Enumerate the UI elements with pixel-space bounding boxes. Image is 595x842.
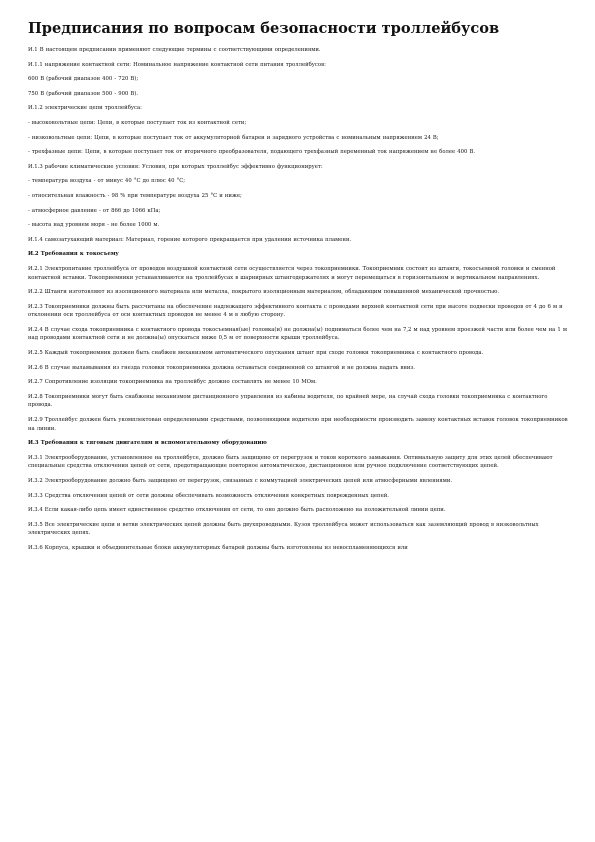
paragraph: И.2.8 Токоприемники могут быть снабжены механизмом дистанционного управления из кабины водителя, по крайней мере, на случай схода головки токоприемника с контактного провода.: [28, 393, 548, 409]
paragraph: И.2.9 Троллейбус должен быть укомплектован определенными средствами, позволяющими водителю при необходимости производить замену контактных вставок головок токоприемников на линии.: [28, 417, 568, 432]
paragraph: И.2.3 Токоприемники должны быть рассчитаны на обеспечение надлежащего эффективного контакта с проводами верхней контактной сети при высоте подвески проводов от 4 до 6 м и отклонении оси троллейбуса от оси контактных проводов не менее 4 м в любую сторону.: [28, 303, 563, 319]
paragraph: И.3.5 Все электрические цепи и ветви электрических цепей должны быть двухпроводными. Кузов троллейбуса может использоваться как заземляющий провод в низковольтных электрических цепях.: [28, 521, 539, 537]
paragraph: - высоковольтные цепи: Цепи, в которые поступает ток из контактной сети;: [28, 119, 247, 126]
paragraph: - относительная влажность - 98 % при температуре воздуха 25 °С и ниже;: [28, 192, 242, 199]
section-heading: И.3 Требования к тяговым двигателям и вспомогательному оборудованию: [28, 440, 267, 447]
paragraph: И.2.1 Электропитание троллейбуса от проводов воздушной контактной сети осуществляется через токоприемники. Токоприемник состоит из штанги, токосъемной головки и сменной контактной вставки. Токоприемники устанавливаются на троллейбусах в шарнирных штангодержателях и могут перемещаться в горизонтальном и вертикальном направлениях.: [28, 265, 556, 281]
paragraph: И.2.2 Штанги изготовляют из изоляционного материала или металла, покрытого изоляционным материалом, обладающим повышенной механической прочностью.: [28, 289, 500, 296]
paragraph: И.2.6 В случае выламывания из гнезда головки токоприемника должна оставаться соединенной со штангой и не должна падать вниз.: [28, 364, 415, 371]
paragraph: И.1 В настоящем предписании применяют следующие термины с соответствующими определениями.: [28, 47, 321, 53]
paragraph: - высота над уровнем моря - не более 1000 м.: [28, 222, 160, 229]
paragraph: 750 В (рабочий диапазон 500 - 900 В).: [28, 90, 139, 97]
paragraph: И.2.4 В случае схода токоприемника с контактного провода токосъемная(ые) головка(и) не должна(ы) подниматься более чем на 7,2 м над уровнем проезжей части или более чем на 1 м над проводами контактной сети и не должна(ы) опускаться ниже 0,5 м от поверхности крыши троллейбуса.: [28, 326, 567, 342]
paragraph: И.2.7 Сопротивление изоляции токоприемника на троллейбус должно составлять не менее 10 МОм.: [28, 379, 317, 386]
paragraph: И.1.2 электрические цепи троллейбуса:: [28, 105, 142, 112]
paragraph: И.3.4 Если какая-либо цепь имеет единственное средство отключения от сети, то оно должно быть расположено на положительной линии цепи.: [28, 507, 446, 514]
paragraph: И.1.3 рабочие климатические условия: Условия, при которых троллейбус эффективно функционирует:: [28, 163, 323, 170]
paragraph: - атмосферное давление - от 866 до 1066 кПа;: [28, 207, 161, 214]
paragraph: И.3.3 Средства отключения цепей от сети должны обеспечивать возможность отключения конкретных поврежденных цепей.: [28, 492, 389, 499]
section-heading: И.2 Требования к токосъему: [28, 251, 119, 258]
paragraph: - трехфазные цепи: Цепи, в которые поступает ток от вторичного преобразователя, подающего трехфазный переменный ток напряжением не более 400 В.: [28, 149, 476, 156]
paragraph: И.3.2 Электрооборудование должно быть защищено от перегрузок, связанных с коммутацией электрических цепей или атмосферными явлениями.: [28, 478, 453, 484]
paragraph: И.3.1 Электрооборудование, установленное на троллейбусе, должно быть защищено от перегрузок и токов короткого замыкания. Оптимальную защиту для этих целей обеспечивают специальные средства отключения цепей от сети, предотвращающие повторное автоматическое, дистанционное или ручное подключение соответствующих цепей.: [28, 454, 553, 470]
paragraph: И.1.1 напряжение контактной сети: Номинальное напряжение контактной сети питания троллейбусов:: [28, 61, 326, 68]
paragraph: 600 В (рабочий диапазон 400 - 720 В);: [28, 76, 139, 83]
document-title: Предписания по вопросам безопасности троллейбусов: [28, 20, 500, 37]
paragraph: - температура воздуха - от минус 40 °С до плюс 40 °С;: [28, 178, 186, 185]
paragraph: И.3.6 Корпуса, крышки и объединительные блоки аккумуляторных батарей должны быть изготовлены из невоспламеняющихся или: [28, 544, 408, 551]
document-page: [28, 20, 568, 559]
document-body: [28, 46, 568, 553]
paragraph: - низковольтные цепи: Цепи, в которые поступает ток от аккумуляторной батареи и зарядного устройства с номинальным напряжением 24 В;: [28, 134, 439, 141]
paragraph: И.1.4 самозатухающий материал: Материал, горение которого прекращается при удалении источника пламени.: [28, 236, 352, 243]
paragraph: И.2.5 Каждый токоприемник должен быть снабжен механизмом автоматического опускания штанг при сходе головки токоприемника с контактного провода.: [28, 350, 484, 357]
